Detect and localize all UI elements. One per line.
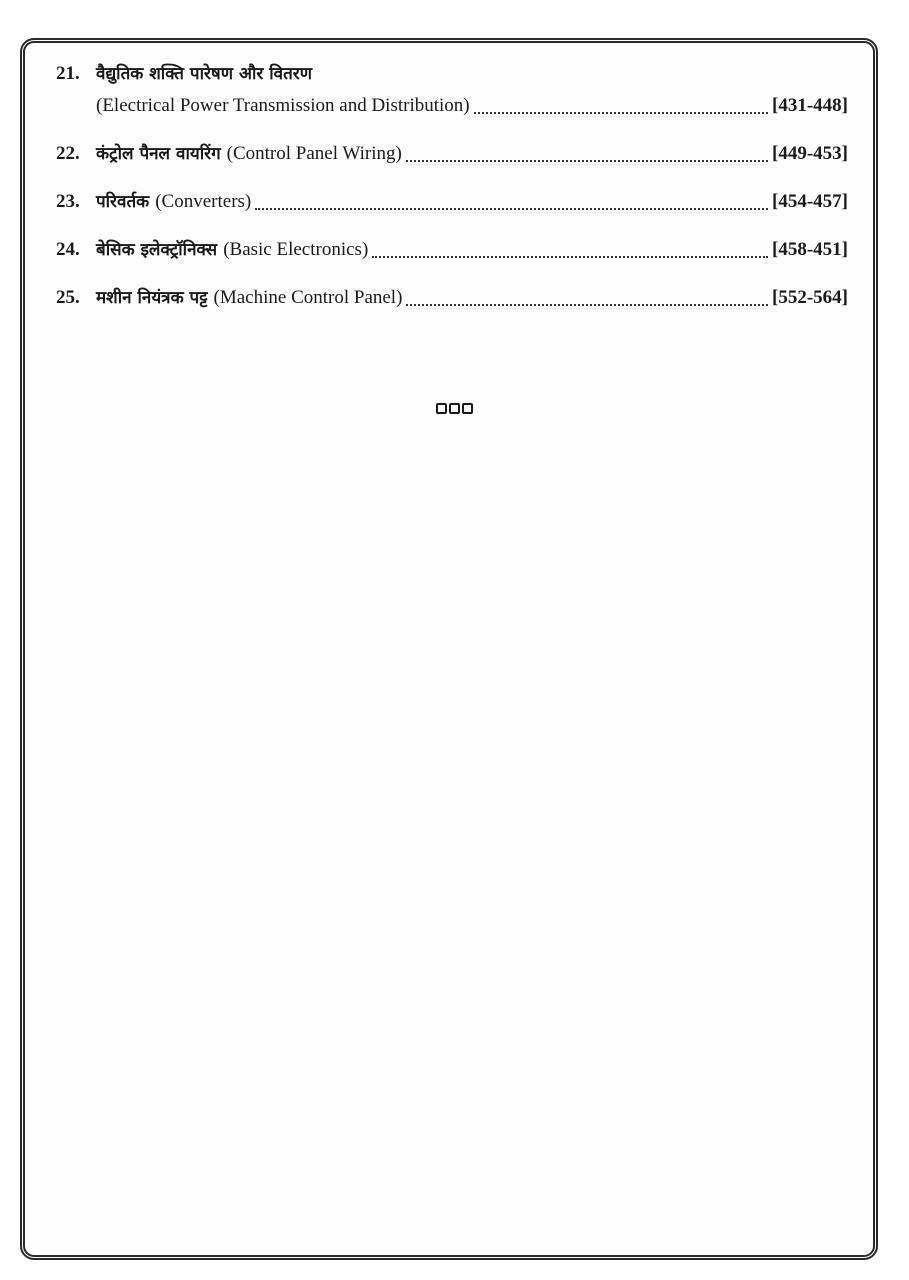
toc-entry-page-range: [449-453] [772, 143, 848, 164]
toc-entry-24[interactable] [56, 234, 848, 266]
toc-entry-hindi-title: कंट्रोल पैनल वायरिंग [96, 144, 221, 164]
toc-entry-english-title: (Control Panel Wiring) [226, 143, 402, 164]
section-end-mark [0, 398, 909, 419]
toc-entry-number: 24. [56, 239, 80, 260]
toc-entry-page-range: [458-451] [772, 239, 848, 260]
table-of-contents [56, 58, 848, 330]
toc-entry-subtitle-line [56, 90, 848, 122]
toc-entry-line [56, 186, 848, 218]
toc-entry-25[interactable] [56, 282, 848, 314]
square-bullet-icon [462, 403, 473, 414]
toc-entry-english-title: (Electrical Power Transmission and Distribution) [96, 95, 470, 116]
toc-entry-page-range: [431-448] [772, 95, 848, 116]
dot-leader [372, 256, 768, 258]
dot-leader [255, 208, 768, 210]
square-bullet-icon [449, 403, 460, 414]
toc-entry-23[interactable] [56, 186, 848, 218]
toc-entry-english-title: (Basic Electronics) [223, 239, 369, 260]
toc-entry-number: 22. [56, 143, 80, 164]
toc-entry-page-range: [454-457] [772, 191, 848, 212]
toc-entry-english-title: (Converters) [155, 191, 252, 212]
dot-leader [474, 112, 768, 114]
square-bullet-icon [436, 403, 447, 414]
toc-entry-hindi-title: वैद्युतिक शक्ति पारेषण और वितरण [96, 64, 313, 84]
toc-entry-line [56, 282, 848, 314]
dot-leader [406, 160, 768, 162]
toc-entry-line [56, 138, 848, 170]
toc-entry-english-title: (Machine Control Panel) [213, 287, 403, 308]
dot-leader [406, 304, 768, 306]
toc-entry-page-range: [552-564] [772, 287, 848, 308]
toc-entry-line [56, 234, 848, 266]
toc-entry-number: 25. [56, 287, 80, 308]
toc-entry-number: 21. [56, 63, 80, 84]
toc-entry-22[interactable] [56, 138, 848, 170]
toc-entry-hindi-title: बेसिक इलेक्ट्रॉनिक्स [96, 240, 218, 260]
toc-entry-hindi-title: मशीन नियंत्रक पट्ट [96, 288, 208, 308]
toc-entry-21[interactable] [56, 58, 848, 122]
toc-entry-title-line [56, 58, 848, 90]
toc-entry-hindi-title: परिवर्तक [96, 192, 150, 212]
toc-entry-number: 23. [56, 191, 80, 212]
